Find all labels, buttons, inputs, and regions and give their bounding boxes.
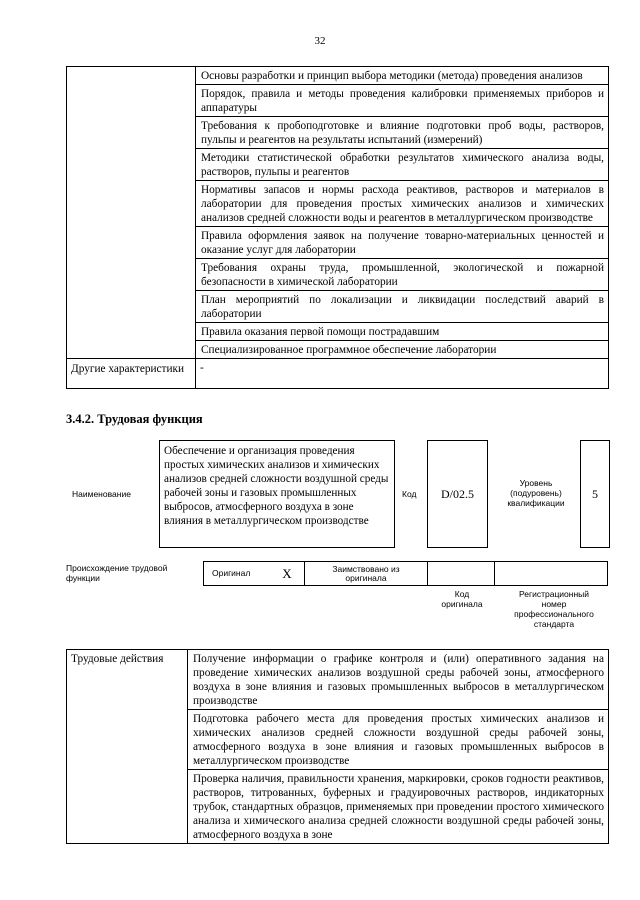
- knowledge-item: Специализированное программное обеспечение лаборатории: [196, 341, 609, 359]
- other-characteristics-value: -: [196, 359, 609, 389]
- code-original-cell: [428, 562, 495, 586]
- knowledge-item: Требования к пробоподготовке и влияние подготовки проб воды, растворов, пульпы и реагентов на результаты испытаний (измерений): [196, 117, 609, 149]
- borrowed-label-line-1: Заимствовано из: [332, 563, 400, 574]
- function-name-box: Обеспечение и организация проведения простых химических анализов и химических анализов средней сложности воздушной среды рабочей зоны и газовых промышленных выбросов, атмосферного воздуха в зоне влияния в металлургическом производстве: [159, 440, 395, 548]
- table-row: [67, 650, 609, 710]
- knowledge-item: Требования охраны труда, промышленной, экологической и пожарной безопасности в химической лаборатории: [196, 259, 609, 291]
- reg-number-label: [498, 589, 610, 629]
- origin-table: [203, 561, 608, 586]
- borrowed-label: [305, 562, 428, 586]
- knowledge-item: Порядок, правила и методы проведения калибровки применяемых приборов и аппаратуры: [196, 85, 609, 117]
- level-label-line-1: Уровень: [519, 478, 553, 488]
- labor-action-item: Подготовка рабочего места для проведения простых химических анализов и химических анализов средней сложности воздушной среды рабочей зоны, атмосферного воздуха в зоне влияния и газовых промышленных выбросов в металлургическом производстве: [188, 710, 609, 770]
- knowledge-item: План мероприятий по локализации и ликвидации последствий аварий в лаборатории: [196, 291, 609, 323]
- table-row: [204, 562, 608, 586]
- reg-number-line-4: стандарта: [533, 619, 575, 629]
- page-number: 32: [314, 35, 326, 47]
- table-row: [67, 67, 609, 85]
- reg-number-cell: [495, 562, 608, 586]
- section-heading: 3.4.2. Трудовая функция: [66, 412, 203, 426]
- borrowed-label-line-2: оригинала: [345, 572, 387, 583]
- code-original-line-2: оригинала: [441, 599, 483, 609]
- level-label-line-2: (подуровень): [510, 488, 562, 498]
- level-label-line-3: квалификации: [507, 498, 565, 508]
- other-characteristics-label: Другие характеристики: [67, 359, 196, 389]
- original-label: Оригинал: [204, 562, 271, 586]
- reg-number-line-3: профессионального: [514, 609, 594, 619]
- knowledge-item: Методики статистической обработки результатов химического анализа воды, растворов, пульпы и реагентов: [196, 149, 609, 181]
- function-code-box: D/02.5: [427, 440, 488, 548]
- qualification-level-box: 5: [580, 440, 610, 548]
- table-cell-empty: [67, 67, 196, 359]
- code-original-line-1: Код: [454, 589, 470, 599]
- labor-actions-label: Трудовые действия: [67, 650, 188, 844]
- qualification-level-label: [497, 478, 575, 508]
- reg-number-line-2: номер: [541, 599, 567, 609]
- knowledge-item: Правила оказания первой помощи пострадавшим: [196, 323, 609, 341]
- original-mark: X: [270, 562, 305, 586]
- code-label: Код: [402, 489, 417, 499]
- knowledge-item: Нормативы запасов и нормы расхода реактивов, растворов и материалов в лаборатории для проведения простых химических анализов и химических анализов средней сложности воды и реагентов в металлургическом производстве: [196, 181, 609, 227]
- knowledge-table: [66, 66, 609, 389]
- labor-actions-table: [66, 649, 609, 844]
- code-original-label: [432, 589, 492, 609]
- table-row: [67, 359, 609, 389]
- knowledge-item: Правила оформления заявок на получение товарно-материальных ценностей и оказание услуг для лаборатории: [196, 227, 609, 259]
- origin-label: [66, 563, 167, 583]
- labor-action-item: Проверка наличия, правильности хранения, маркировки, сроков годности реактивов, растворов, титрованных, буферных и градуировочных растворов, индикаторных трубок, стандартных образцов, применяемых при проведении простого химического анализа и химического анализа средней сложности воздушной среды рабочей зоны, атмосферного воздуха в зоне: [188, 770, 609, 844]
- labor-action-item: Получение информации о графике контроля и (или) оперативного задания на проведение химических анализов воздушной среды рабочей зоны, атмосферного воздуха в зоне влияния и газовых промышленных выбросов в металлургическом производстве: [188, 650, 609, 710]
- reg-number-line-1: Регистрационный: [518, 589, 590, 599]
- name-label: Наименование: [72, 489, 131, 499]
- origin-label-line-1: Происхождение трудовой: [66, 563, 168, 573]
- knowledge-item: Основы разработки и принцип выбора методики (метода) проведения анализов: [196, 67, 609, 85]
- origin-label-line-2: функции: [66, 573, 100, 583]
